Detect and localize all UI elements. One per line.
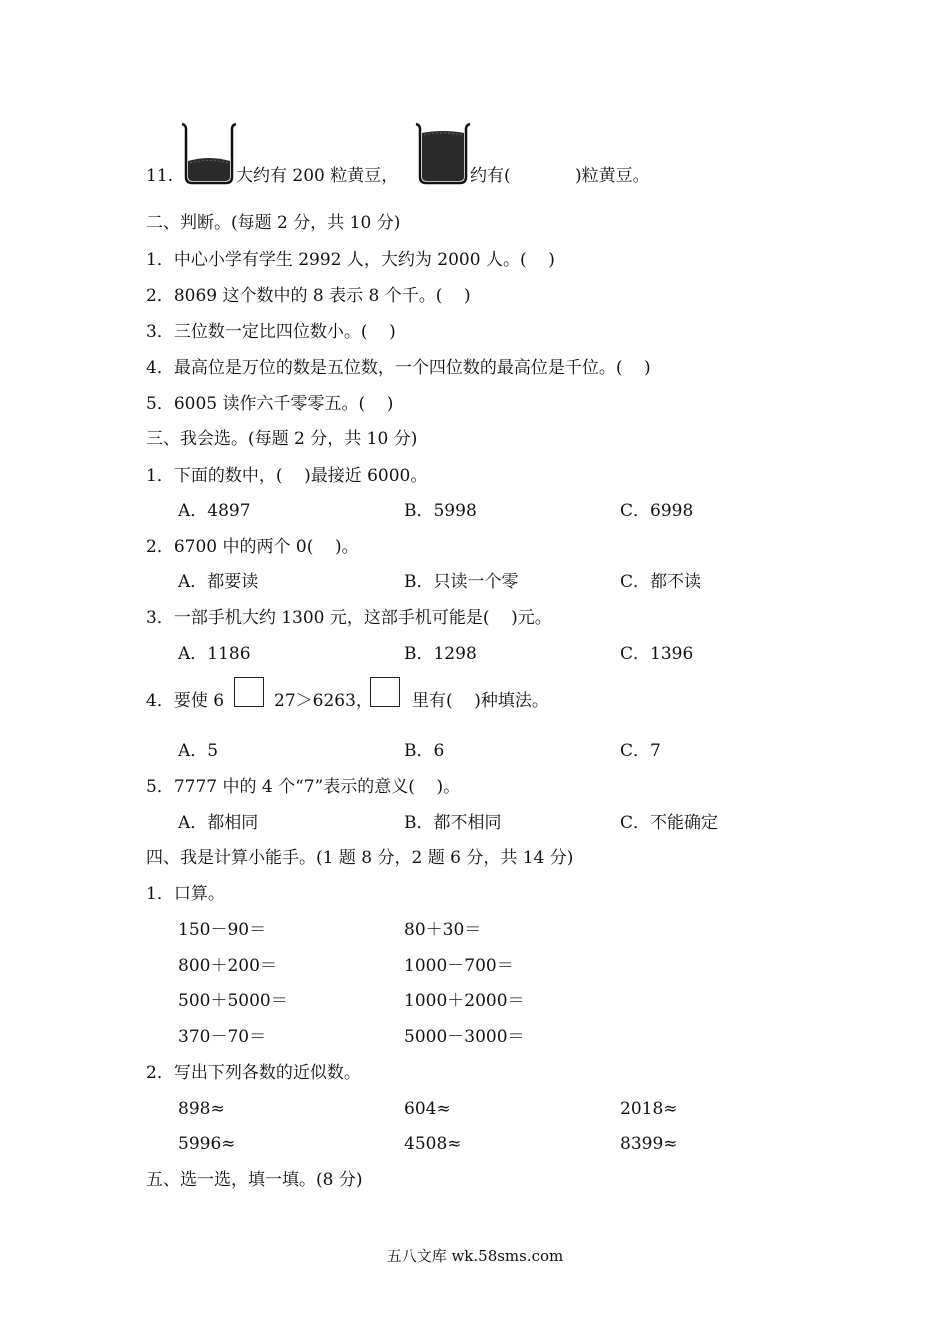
judge-item-2: 2．8069 这个数中的 8 表示 8 个千。( ) (146, 286, 471, 306)
calc-item: 500＋5000＝ (178, 991, 288, 1011)
choice-q5-stem: 5．7777 中的 4 个“7”表示的意义( )。 (146, 777, 461, 797)
choice-q3-stem: 3．一部手机大约 1300 元，这部手机可能是( )元。 (146, 608, 552, 628)
judge-item-3: 3．三位数一定比四位数小。( ) (146, 322, 396, 342)
q11-number: 11. (146, 166, 174, 186)
choice-q4-option-c: C．7 (620, 741, 661, 761)
choice-q5-option-a: A．都相同 (178, 813, 259, 833)
choice-q2-stem: 2．6700 中的两个 0( )。 (146, 537, 359, 557)
calc-part-2-label: 2．写出下列各数的近似数。 (146, 1063, 361, 1083)
approx-item: 604≈ (404, 1099, 451, 1119)
blank-box-1 (234, 677, 264, 707)
calc-item: 1000－700＝ (404, 956, 514, 976)
judge-item-1: 1．中心小学有学生 2992 人，大约为 2000 人。( ) (146, 250, 555, 270)
choice-q1-option-a: A．4897 (178, 501, 251, 521)
q11-text-a: 大约有 200 粒黄豆， (236, 166, 399, 186)
calc-item: 1000＋2000＝ (404, 991, 525, 1011)
choice-q4-option-b: B．6 (404, 741, 445, 761)
calc-item: 370－70＝ (178, 1027, 267, 1047)
section-5-title: 五、选一选，填一填。(8 分) (146, 1170, 363, 1190)
choice-q4-stem-part3: 里有( )种填法。 (412, 691, 549, 711)
choice-q2-option-a: A．都要读 (178, 572, 259, 592)
judge-item-5: 5．6005 读作六千零零五。( ) (146, 394, 394, 414)
choice-q1-stem: 1．下面的数中，( )最接近 6000。 (146, 466, 428, 486)
calc-part-1-label: 1．口算。 (146, 884, 225, 904)
section-4-title: 四、我是计算小能手。(1 题 8 分，2 题 6 分，共 14 分) (146, 848, 574, 868)
approx-item: 2018≈ (620, 1099, 678, 1119)
choice-q2-option-b: B．只读一个零 (404, 572, 519, 592)
calc-item: 150－90＝ (178, 920, 267, 940)
choice-q3-option-a: A．1186 (178, 644, 251, 664)
section-2-title: 二、判断。(每题 2 分，共 10 分) (146, 213, 401, 233)
choice-q1-option-b: B．5998 (404, 501, 477, 521)
choice-q3-option-b: B．1298 (404, 644, 477, 664)
beaker-small-icon (180, 121, 238, 185)
approx-item: 898≈ (178, 1099, 225, 1119)
choice-q3-option-c: C．1396 (620, 644, 694, 664)
choice-q5-option-b: B．都不相同 (404, 813, 502, 833)
choice-q4-stem-part2: 27＞6263， (274, 691, 373, 711)
choice-q4-option-a: A．5 (178, 741, 219, 761)
q11-text-c: )粒黄豆。 (575, 166, 650, 186)
approx-item: 5996≈ (178, 1134, 236, 1154)
choice-q4-stem-part1: 4．要使 6 (146, 691, 225, 711)
choice-q2-option-c: C．都不读 (620, 572, 702, 592)
section-3-title: 三、我会选。(每题 2 分，共 10 分) (146, 429, 418, 449)
page-footer: 五八文库 wk.58sms.com (386, 1247, 564, 1265)
calc-item: 80＋30＝ (404, 920, 482, 940)
judge-item-4: 4．最高位是万位的数是五位数，一个四位数的最高位是千位。( ) (146, 358, 651, 378)
q11-text-b: 约有( (470, 166, 511, 186)
calc-item: 800＋200＝ (178, 956, 277, 976)
calc-item: 5000－3000＝ (404, 1027, 525, 1047)
beaker-large-icon (414, 121, 472, 185)
approx-item: 8399≈ (620, 1134, 678, 1154)
blank-box-2 (370, 677, 400, 707)
choice-q5-option-c: C．不能确定 (620, 813, 719, 833)
approx-item: 4508≈ (404, 1134, 462, 1154)
choice-q1-option-c: C．6998 (620, 501, 694, 521)
